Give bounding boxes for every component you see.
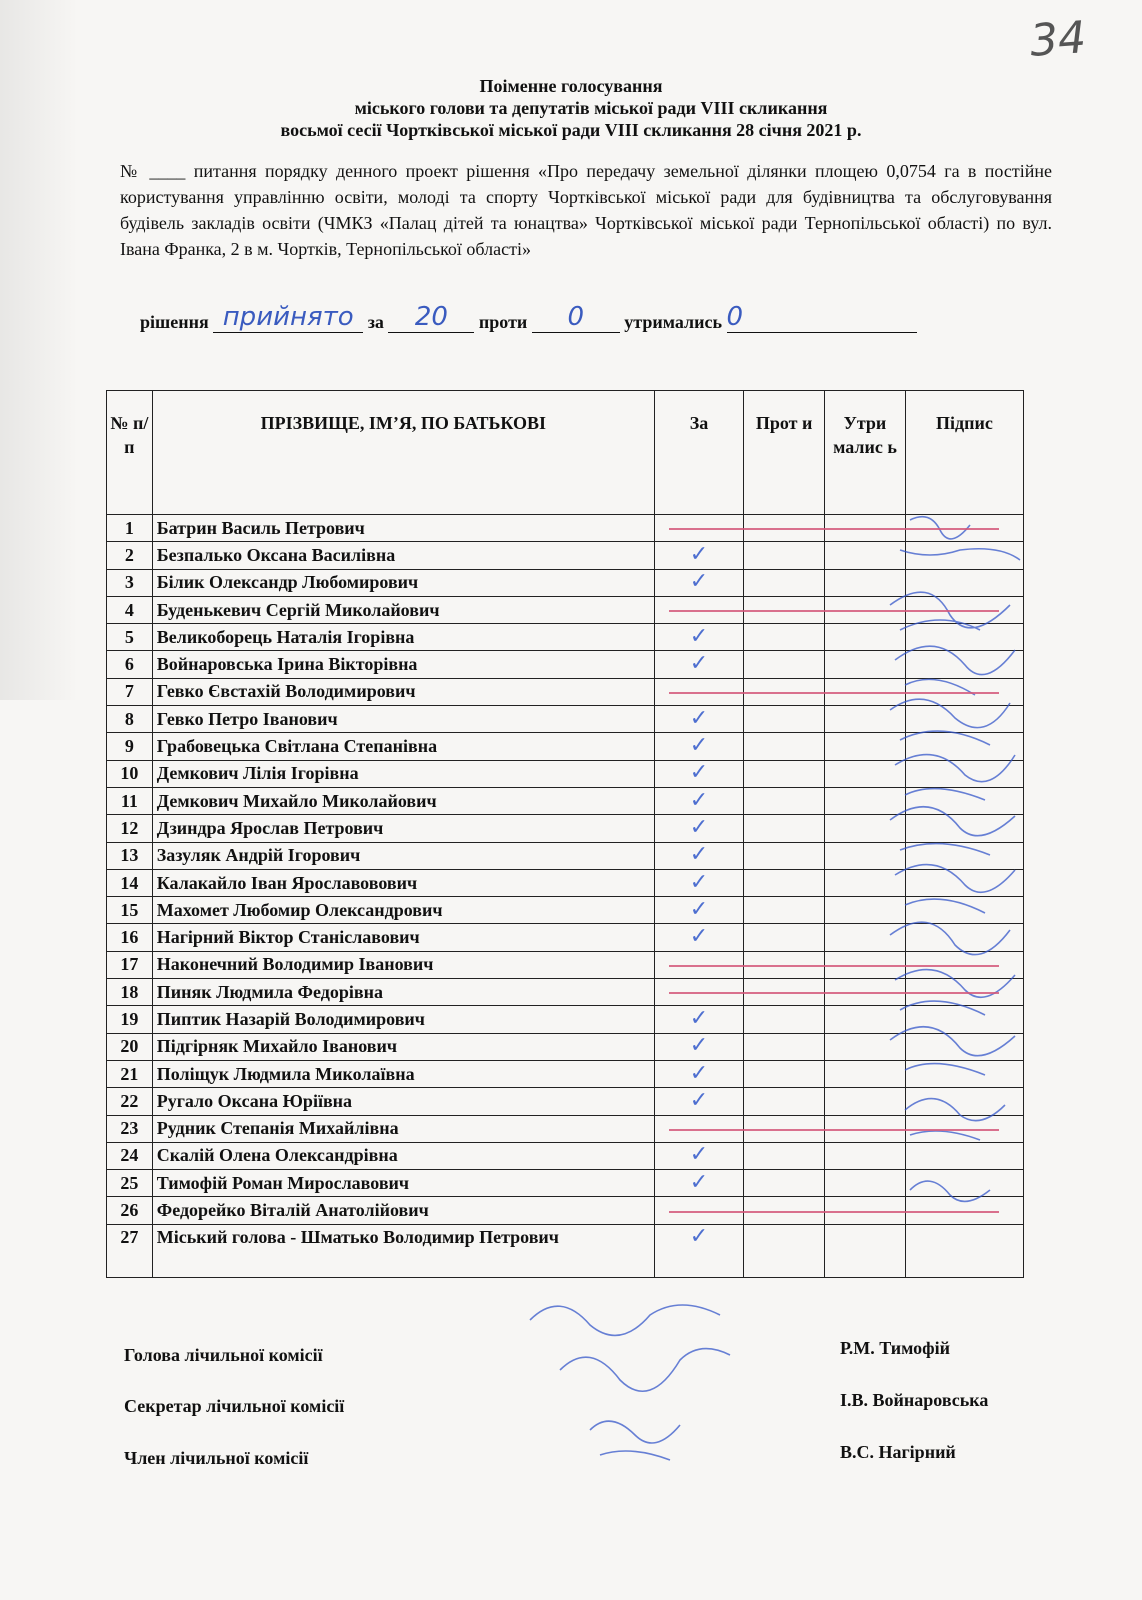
absent-strike-line xyxy=(669,528,998,530)
row-number: 11 xyxy=(107,787,153,814)
vote-for-cell xyxy=(654,1060,743,1087)
vote-against-cell xyxy=(744,1224,825,1277)
secretary-name: І.В. Войнаровська xyxy=(840,1390,989,1410)
vote-against-cell xyxy=(744,869,825,896)
row-number: 20 xyxy=(107,1033,153,1060)
vote-for-cell xyxy=(654,815,743,842)
member-name: Дзиндра Ярослав Петрович xyxy=(152,815,654,842)
title-line-1: Поіменне голосування xyxy=(479,76,663,96)
vote-for-cell xyxy=(654,1033,743,1060)
member-name: Калакайло Іван Ярославовович xyxy=(152,869,654,896)
vote-for-cell xyxy=(654,569,743,596)
member-name: Безпалько Оксана Василівна xyxy=(152,542,654,569)
member-name: Білик Олександр Любомирович xyxy=(152,569,654,596)
row-number: 16 xyxy=(107,924,153,951)
absent-strike-line xyxy=(669,1211,998,1213)
vote-for-cell xyxy=(654,869,743,896)
absent-strike-line xyxy=(669,965,998,967)
member-name: Великоборець Наталія Ігорівна xyxy=(152,624,654,651)
vote-against-cell xyxy=(744,651,825,678)
against-value-field xyxy=(532,302,620,333)
secretary-label: Секретар лічильної комісії xyxy=(124,1396,345,1416)
row-number: 10 xyxy=(107,760,153,787)
row-number: 21 xyxy=(107,1060,153,1087)
row-number: 9 xyxy=(107,733,153,760)
vote-for-cell xyxy=(654,733,743,760)
check-mark-icon: ✓ xyxy=(689,733,709,759)
check-mark-icon: ✓ xyxy=(689,1169,709,1195)
vote-for-cell xyxy=(654,1006,743,1033)
member-name: Наконечний Володимир Іванович xyxy=(152,951,654,978)
row-number: 7 xyxy=(107,678,153,705)
row-number: 22 xyxy=(107,1088,153,1115)
absent-strike-line xyxy=(669,692,998,694)
vote-for-cell xyxy=(654,651,743,678)
row-number: 6 xyxy=(107,651,153,678)
vote-against-cell xyxy=(744,1033,825,1060)
decision-value-field xyxy=(213,302,363,333)
vote-for-cell xyxy=(654,1142,743,1169)
vote-against-cell xyxy=(744,542,825,569)
member-name: Міський голова - Шматько Володимир Петрович xyxy=(152,1224,654,1277)
check-mark-icon: ✓ xyxy=(689,1142,709,1168)
row-number: 23 xyxy=(107,1115,153,1142)
agenda-item-text: № ____ питання порядку денного проект рішення «Про передачу земельної ділянки площею 0,0754 га в постійне користування управлінню освіти, молоді та спорту Чортківської міської ради для будівництва та обслуговування будівель закладів освіти (ЧМКЗ «Палац дітей та юнацтва» Чортківської міської ради Тернопільської області) по вул. Івана Франка, 2 в м. Чортків, Тернопільської області» xyxy=(120,161,1052,259)
check-mark-icon: ✓ xyxy=(689,1033,709,1059)
member-name: Войнаровська Ірина Вікторівна xyxy=(152,651,654,678)
document-title xyxy=(0,75,1142,141)
table-header-row xyxy=(107,391,1024,515)
row-number: 4 xyxy=(107,596,153,623)
vote-for-cell xyxy=(654,1224,743,1277)
vote-against-cell xyxy=(744,733,825,760)
member-name: Буденькевич Сергій Миколайович xyxy=(152,596,654,623)
row-number: 3 xyxy=(107,569,153,596)
member-name: Гевко Євстахій Володимирович xyxy=(152,678,654,705)
member-name: Батрин Василь Петрович xyxy=(152,515,654,542)
check-mark-icon: ✓ xyxy=(689,569,709,595)
row-number: 25 xyxy=(107,1170,153,1197)
vote-for-cell xyxy=(654,760,743,787)
header-against: Прот и xyxy=(744,391,825,515)
row-number: 14 xyxy=(107,869,153,896)
against-value: 0 xyxy=(567,302,585,332)
check-mark-icon: ✓ xyxy=(689,896,709,922)
member-name: Грабовецька Світлана Степанівна xyxy=(152,733,654,760)
absent-strike-line xyxy=(669,1129,998,1131)
member-name: Пиптик Назарій Володимирович xyxy=(152,1006,654,1033)
member-name: Скалій Олена Олександрівна xyxy=(152,1142,654,1169)
check-mark-icon: ✓ xyxy=(689,1223,709,1249)
member-name: Нагірний Віктор Станіславович xyxy=(152,924,654,951)
header-signature: Підпис xyxy=(905,391,1023,515)
absent-strike-line xyxy=(669,992,998,994)
check-mark-icon: ✓ xyxy=(689,651,709,677)
vote-for-cell xyxy=(654,706,743,733)
check-mark-icon: ✓ xyxy=(689,924,709,950)
abstained-label: утримались xyxy=(624,312,722,332)
vote-against-cell xyxy=(744,706,825,733)
member-name: В.С. Нагірний xyxy=(840,1442,956,1462)
check-mark-icon: ✓ xyxy=(689,842,709,868)
abstained-value-field xyxy=(726,302,917,333)
check-mark-icon: ✓ xyxy=(689,869,709,895)
title-line-3: восьмої сесії Чортківської міської ради VIII скликання 28 січня 2021 р. xyxy=(280,120,862,140)
vote-against-cell xyxy=(744,815,825,842)
member-name: Гевко Петро Іванович xyxy=(152,706,654,733)
member-label: Член лічильної комісії xyxy=(124,1448,309,1468)
member-name: Демкович Лілія Ігорівна xyxy=(152,760,654,787)
vote-for-cell xyxy=(654,787,743,814)
member-name: Демкович Михайло Миколайович xyxy=(152,787,654,814)
vote-against-cell xyxy=(744,1142,825,1169)
check-mark-icon: ✓ xyxy=(689,623,709,649)
row-number: 5 xyxy=(107,624,153,651)
header-num: № п/п xyxy=(107,391,153,515)
vote-against-cell xyxy=(744,569,825,596)
row-number: 24 xyxy=(107,1142,153,1169)
row-number: 18 xyxy=(107,979,153,1006)
check-mark-icon: ✓ xyxy=(689,1060,709,1086)
row-number: 26 xyxy=(107,1197,153,1224)
signatures-scribbles xyxy=(880,510,1030,1250)
member-name: Зазуляк Андрій Ігорович xyxy=(152,842,654,869)
vote-against-cell xyxy=(744,1006,825,1033)
row-number: 15 xyxy=(107,897,153,924)
for-value-field xyxy=(388,302,474,333)
row-number: 13 xyxy=(107,842,153,869)
member-name: Пиняк Людмила Федорівна xyxy=(152,979,654,1006)
vote-against-cell xyxy=(744,760,825,787)
check-mark-icon: ✓ xyxy=(689,814,709,840)
vote-for-cell xyxy=(654,624,743,651)
title-line-2: міського голови та депутатів міської ради VIII скликання xyxy=(354,98,828,118)
check-mark-icon: ✓ xyxy=(689,1005,709,1031)
check-mark-icon: ✓ xyxy=(689,1087,709,1113)
handwritten-page-number: 34 xyxy=(1028,12,1088,67)
for-value: 20 xyxy=(414,302,448,332)
header-for: За xyxy=(654,391,743,515)
member-name: Федорейко Віталій Анатолійович xyxy=(152,1197,654,1224)
check-mark-icon: ✓ xyxy=(689,541,709,567)
row-number: 17 xyxy=(107,951,153,978)
vote-for-cell xyxy=(654,1170,743,1197)
header-name: ПРІЗВИЩЕ, ІМ’Я, ПО БАТЬКОВІ xyxy=(152,391,654,515)
vote-against-cell xyxy=(744,842,825,869)
abstained-value: 0 xyxy=(726,302,744,332)
member-name: Рудник Степанія Михайлівна xyxy=(152,1115,654,1142)
vote-against-cell xyxy=(744,1170,825,1197)
absent-strike-line xyxy=(669,610,998,612)
check-mark-icon: ✓ xyxy=(689,787,709,813)
decision-line xyxy=(140,302,1040,333)
for-label: за xyxy=(367,312,384,332)
row-number: 2 xyxy=(107,542,153,569)
vote-against-cell xyxy=(744,897,825,924)
check-mark-icon: ✓ xyxy=(689,705,709,731)
chair-label: Голова лічильної комісії xyxy=(124,1345,323,1365)
decision-value: прийнято xyxy=(222,302,354,332)
header-abstained: Утри малис ь xyxy=(825,391,906,515)
vote-for-cell xyxy=(654,1088,743,1115)
row-number: 1 xyxy=(107,515,153,542)
commission-signatures xyxy=(520,1280,750,1500)
member-name: Поліщук Людмила Миколаївна xyxy=(152,1060,654,1087)
vote-against-cell xyxy=(744,1088,825,1115)
member-name: Тимофій Роман Мирославович xyxy=(152,1170,654,1197)
against-label: проти xyxy=(478,312,528,332)
row-number: 27 xyxy=(107,1224,153,1277)
member-name: Махомет Любомир Олександрович xyxy=(152,897,654,924)
vote-for-cell xyxy=(654,842,743,869)
chair-name: Р.М. Тимофій xyxy=(840,1338,951,1358)
row-number: 12 xyxy=(107,815,153,842)
row-number: 19 xyxy=(107,1006,153,1033)
vote-for-cell xyxy=(654,924,743,951)
row-number: 8 xyxy=(107,706,153,733)
check-mark-icon: ✓ xyxy=(689,760,709,786)
member-name: Ругало Оксана Юріївна xyxy=(152,1088,654,1115)
vote-for-cell xyxy=(654,542,743,569)
vote-against-cell xyxy=(744,1060,825,1087)
decision-label: рішення xyxy=(140,312,209,332)
member-name: Підгірняк Михайло Іванович xyxy=(152,1033,654,1060)
vote-for-cell xyxy=(654,897,743,924)
vote-against-cell xyxy=(744,924,825,951)
vote-against-cell xyxy=(744,624,825,651)
vote-against-cell xyxy=(744,787,825,814)
